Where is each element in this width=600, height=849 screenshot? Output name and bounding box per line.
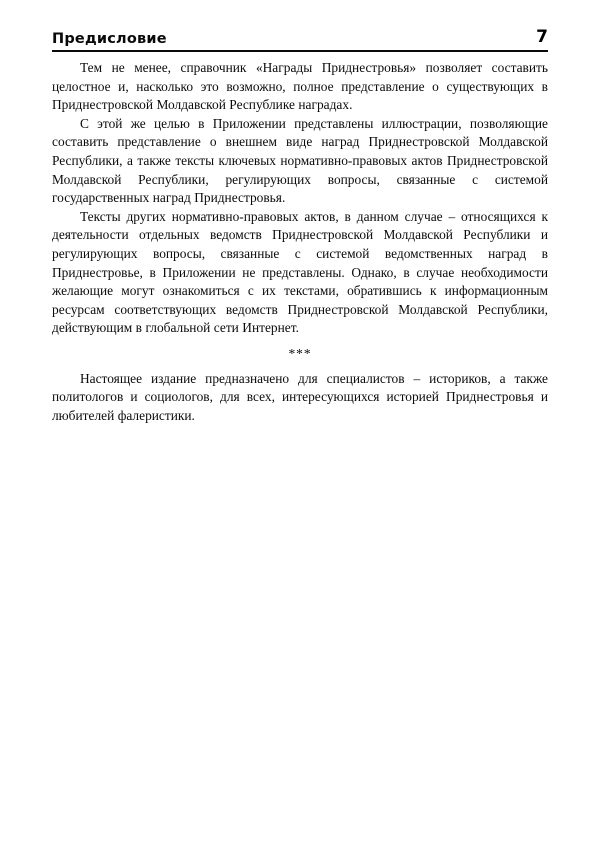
paragraph: Настоящее издание предназначено для специалистов – историков, а также политологов и социологов, для всех, интересующихся историей Приднестровья и любителей фалеристики. <box>52 370 548 423</box>
running-head-title: Предисловие <box>52 30 167 47</box>
page-number: 7 <box>536 27 548 47</box>
header-rule <box>52 50 548 52</box>
paragraph: С этой же целью в Приложении представлены иллюстрации, позволяющие составить представление о внешнем виде наград Приднестровской Молдавской Республики, а также тексты ключевых нормативно-правовых актов Приднестровской Молдавской Республики, регулирующих вопросы, связанные с системой государственных наград Приднестровья. <box>52 115 548 206</box>
running-head <box>52 29 548 46</box>
section-divider: *** <box>288 345 312 361</box>
body-text-block <box>52 59 548 425</box>
paragraph: Тексты других нормативно-правовых актов, в данном случае – относящихся к деятельности отдельных ведомств Приднестровской Молдавской Республики и регулирующих вопросы, связанные с системой ведомственных наград в Приднестровье, в Приложении не представлены. Однако, в случае необходимости желающие могут ознакомиться с их текстами, обратившись к информационным ресурсам соответствующих ведомств Приднестровской Молдавской Республики, действующим в глобальной сети Интернет. <box>52 208 548 336</box>
paragraph: Тем не менее, справочник «Награды Приднестровья» позволяет составить целостное и, насколько это возможно, полное представление о существующих в Приднестровской Молдавской Республике наградах. <box>52 60 548 113</box>
